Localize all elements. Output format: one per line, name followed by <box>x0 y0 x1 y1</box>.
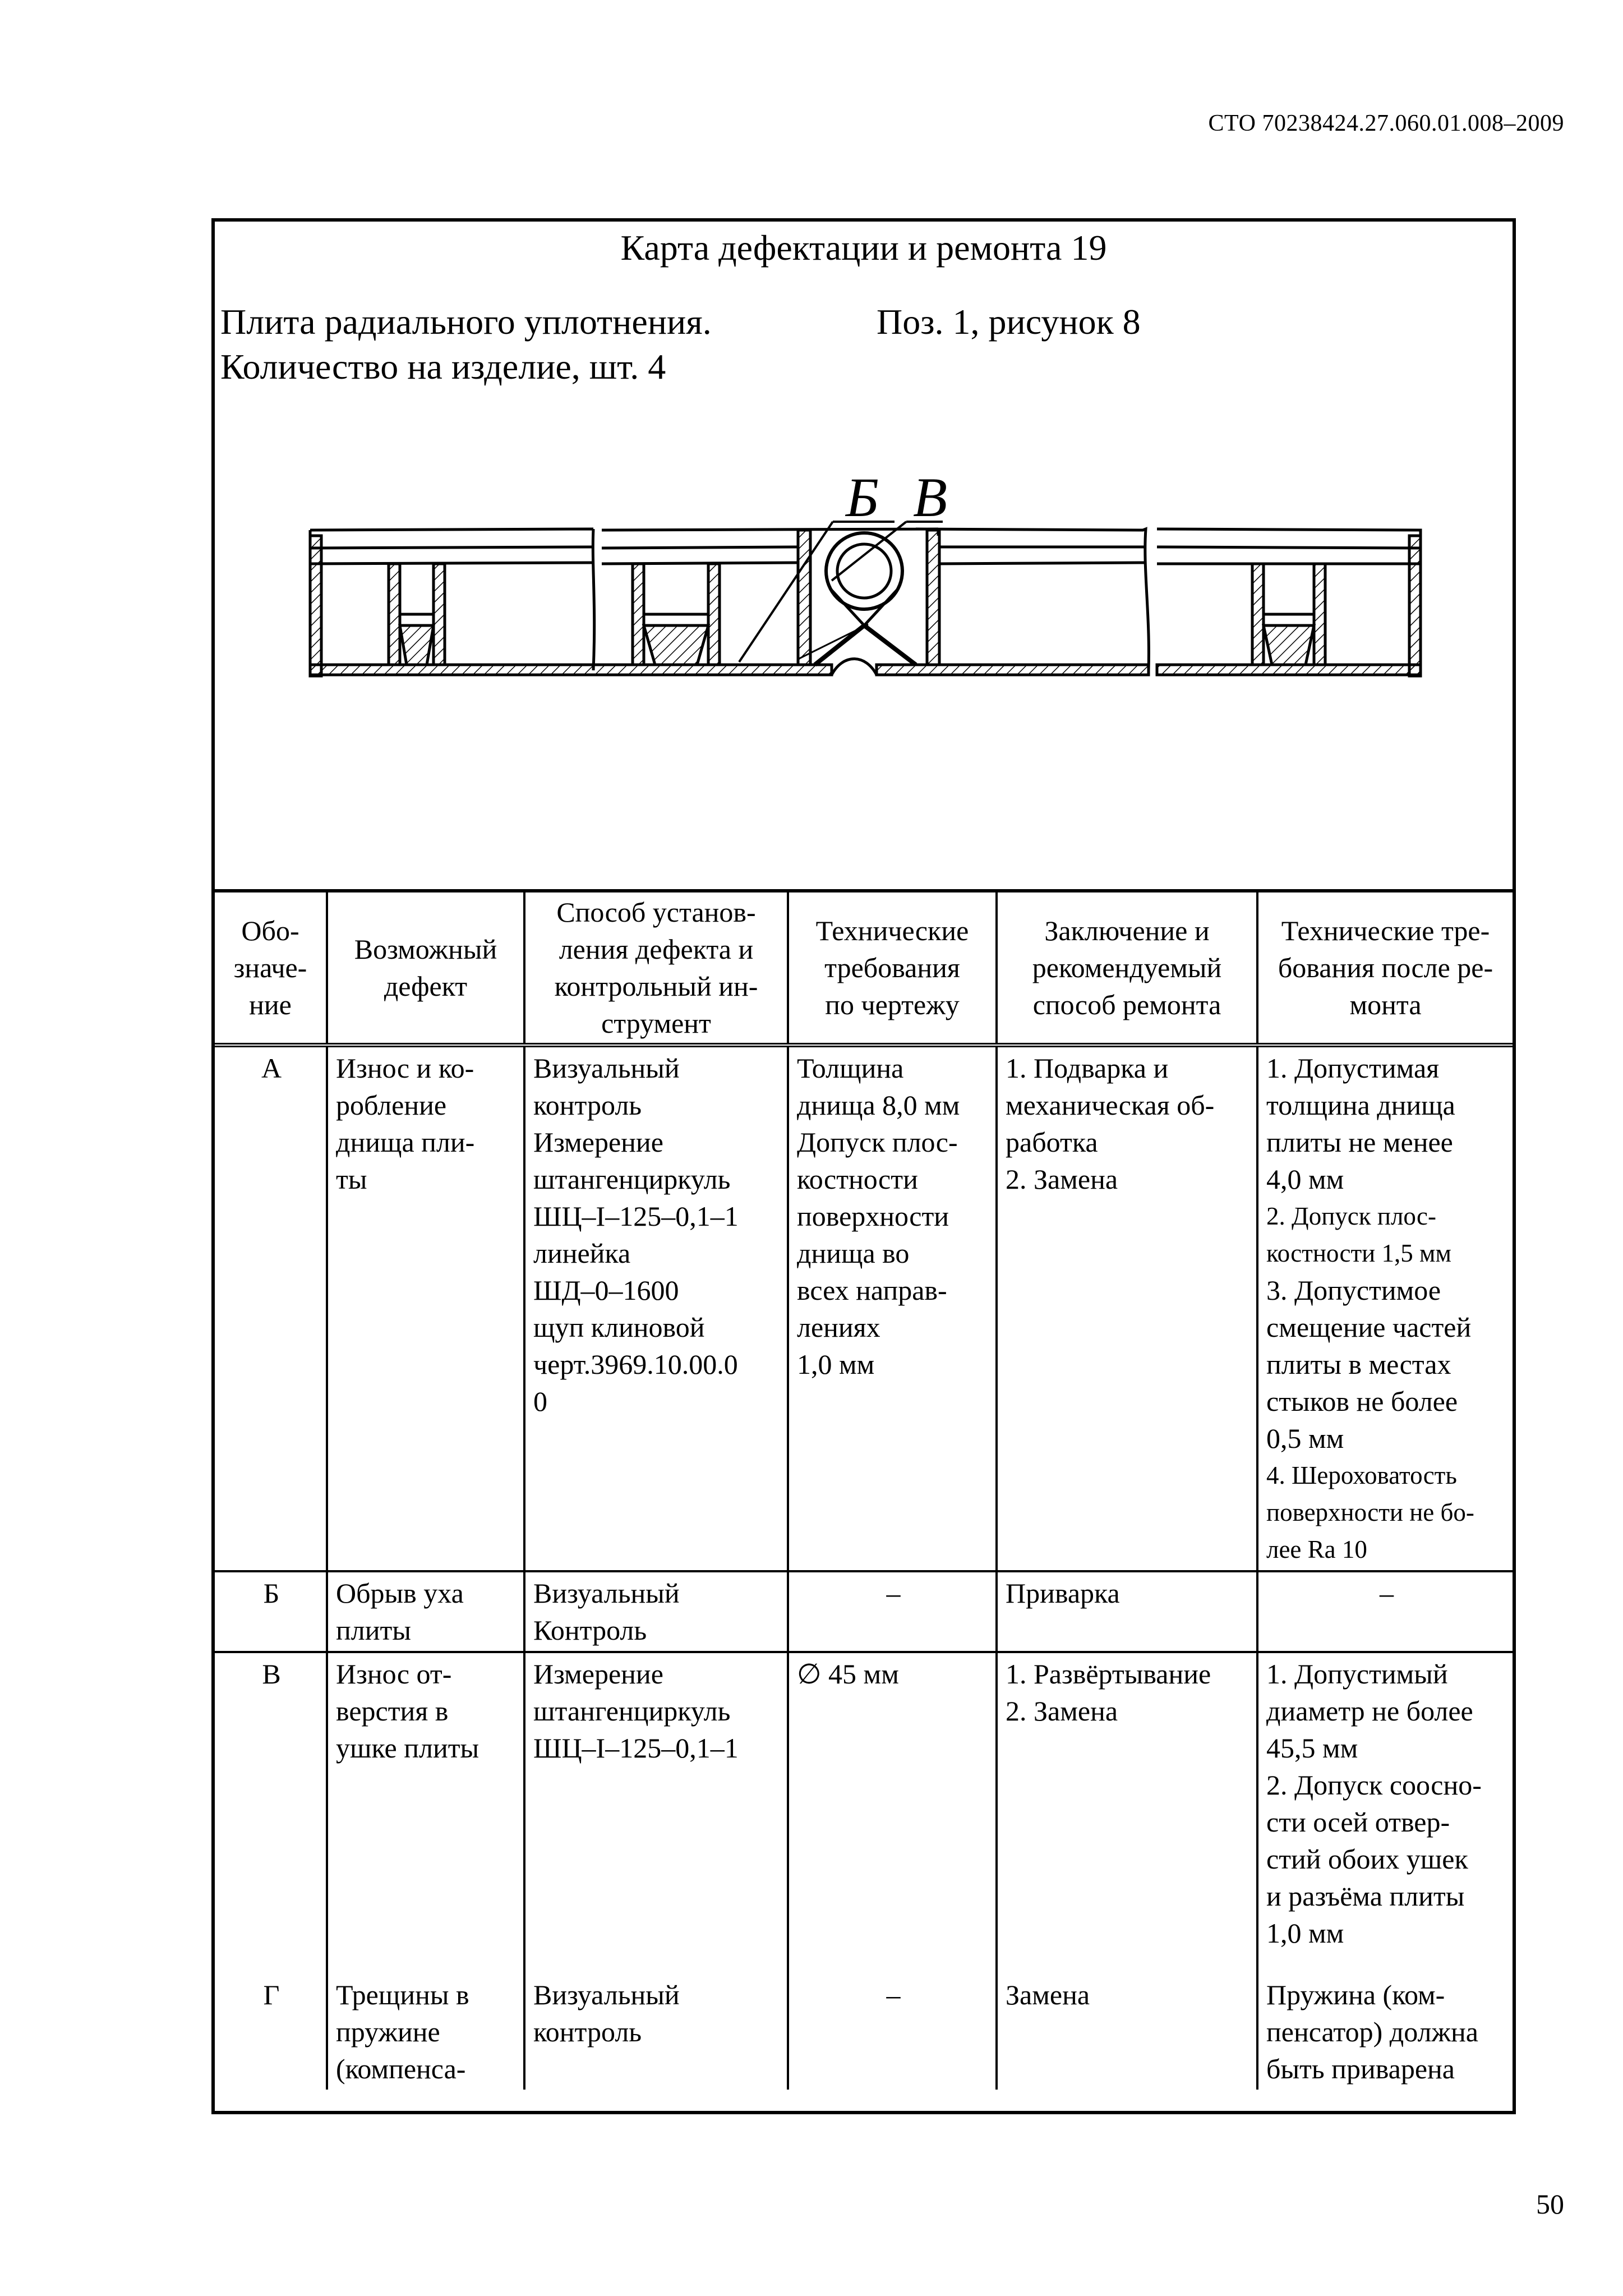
cell-method: Визуальный контроль Измерение штангенциркуль ШЦ–I–125–0,1–1 линейка ШД–0–1600 щуп клиновой черт.3969.10.00.0 0 <box>524 1045 788 1571</box>
table-row <box>215 1954 1513 2090</box>
cell-code: Б <box>215 1571 327 1652</box>
after-repair-item: 4. Шероховатость поверхности не бо- лее Ra 10 <box>1266 1461 1474 1563</box>
table-row <box>215 1045 1513 1571</box>
col-header-method: Способ установ- ления дефекта и контрольный ин- струмент <box>524 891 788 1045</box>
cell-after-repair: – <box>1257 1571 1513 1652</box>
cell-code: В <box>215 1652 327 1954</box>
table-row <box>215 1652 1513 1954</box>
cell-defect: Износ и ко- робление днища пли- ты <box>327 1045 524 1571</box>
col-header-requirements: Технические требования по чертежу <box>788 891 997 1045</box>
cell-after-repair: Пружина (ком- пенсатор) должна быть приварена <box>1257 1954 1513 2090</box>
cell-requirements: – <box>788 1571 997 1652</box>
document-code: СТО 70238424.27.060.01.008–2009 <box>1208 111 1564 136</box>
page-number: 50 <box>1536 2188 1564 2220</box>
cell-defect: Трещины в пружине (компенса- <box>327 1954 524 2090</box>
defect-card <box>211 218 1516 2114</box>
cell-requirements: – <box>788 1954 997 2090</box>
after-repair-item: 1. Допустимая толщина днища плиты не менее 4,0 мм <box>1266 1052 1455 1195</box>
after-repair-item: 2. Допуск плос- костности 1,5 мм <box>1266 1202 1451 1267</box>
cell-defect: Износ от- верстия в ушке плиты <box>327 1652 524 1954</box>
part-position: Поз. 1, рисунок 8 <box>877 302 1141 342</box>
cell-requirements: ∅ 45 мм <box>788 1652 997 1954</box>
col-header-repair: Заключение и рекомендуемый способ ремонта <box>997 891 1257 1045</box>
part-name: Плита радиального уплотнения. <box>220 302 712 342</box>
after-repair-item: 3. Допустимое смещение частей плиты в местах стыков не более 0,5 мм <box>1266 1274 1472 1454</box>
technical-drawing <box>215 222 1513 889</box>
cell-code: Г <box>215 1954 327 2090</box>
cell-defect: Обрыв уха плиты <box>327 1571 524 1652</box>
cell-after-repair <box>1257 1045 1513 1571</box>
col-header-defect: Возможный дефект <box>327 891 524 1045</box>
cell-method: Визуальный контроль <box>524 1954 788 2090</box>
cell-method: Измерение штангенциркуль ШЦ–I–125–0,1–1 <box>524 1652 788 1954</box>
table-header-row <box>215 891 1513 1045</box>
cell-requirements: Толщина днища 8,0 мм Допуск плос- костности поверхности днища во всех направ- лениях 1,0 мм <box>788 1045 997 1571</box>
defect-table <box>215 889 1513 2090</box>
cell-after-repair: 1. Допустимый диаметр не более 45,5 мм 2. Допуск соосно- сти осей отвер- стий обоих ушек и разъёма плиты 1,0 мм <box>1257 1652 1513 1954</box>
col-header-after-repair: Технические тре- бования после ре- монта <box>1257 891 1513 1045</box>
cell-repair: Приварка <box>997 1571 1257 1652</box>
cell-repair: 1. Развёртывание 2. Замена <box>997 1652 1257 1954</box>
part-quantity: Количество на изделие, шт. 4 <box>220 347 666 386</box>
col-header-code: Обо- значе- ние <box>215 891 327 1045</box>
cell-repair: Замена <box>997 1954 1257 2090</box>
table-row <box>215 1571 1513 1652</box>
cell-code: А <box>215 1045 327 1571</box>
card-title: Карта дефектации и ремонта 19 <box>620 228 1107 268</box>
cell-repair: 1. Подварка и механическая об- работка 2. Замена <box>997 1045 1257 1571</box>
cell-method: Визуальный Контроль <box>524 1571 788 1652</box>
label-v: В <box>913 466 948 528</box>
label-b: Б <box>846 466 879 528</box>
